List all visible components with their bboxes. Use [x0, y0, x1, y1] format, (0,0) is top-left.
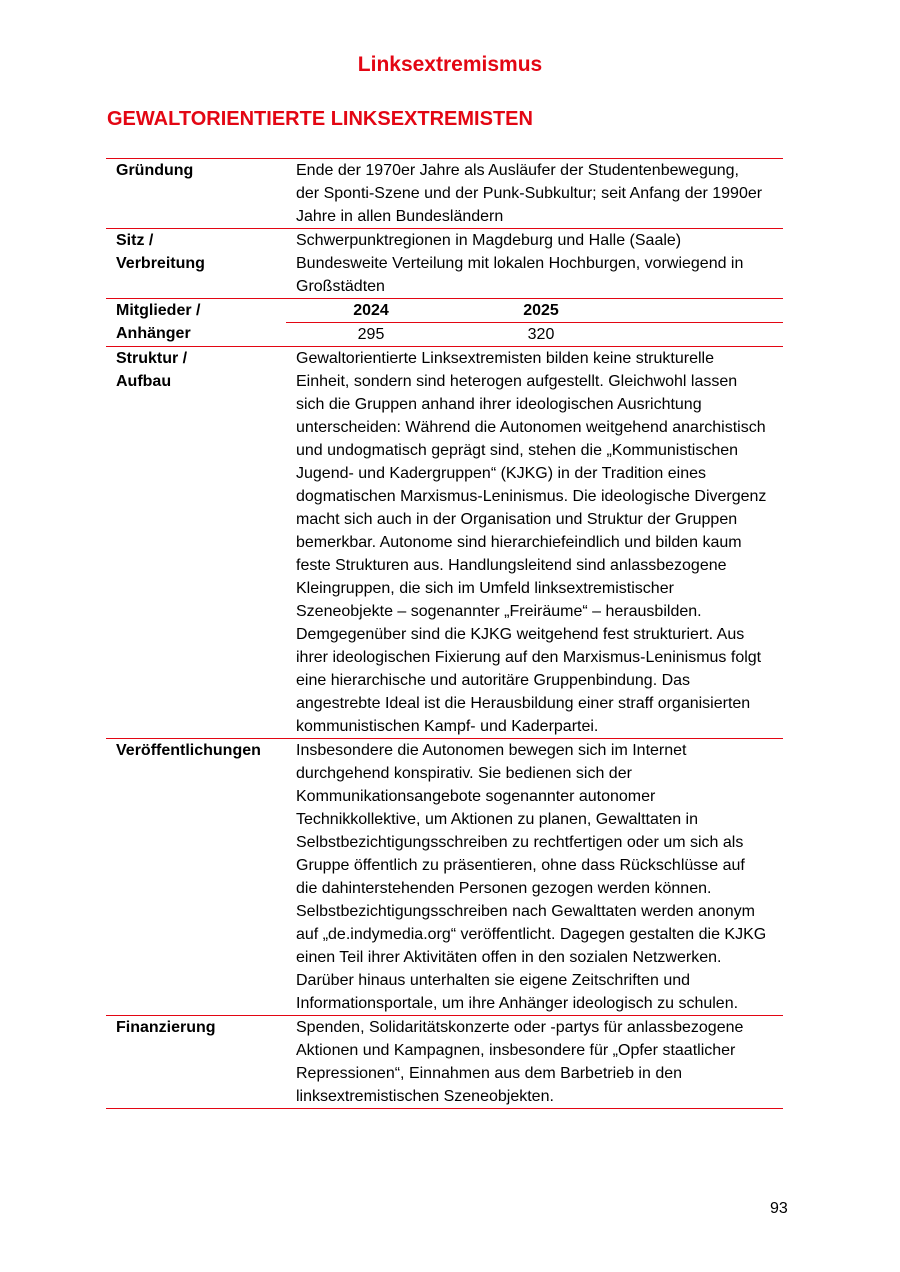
text-line: linksextremistischen Szeneobjekten.	[296, 1088, 554, 1105]
text-line: auf „de.indymedia.org“ veröffentlicht. Dagegen gestalten die KJKG	[296, 926, 767, 943]
label-line: Sitz /	[116, 232, 154, 249]
label-line: Verbreitung	[116, 255, 205, 272]
text-line: angestrebte Ideal ist die Herausbildung einer straff organisierten	[296, 695, 751, 712]
running-header: Linksextremismus	[357, 53, 543, 76]
text-line: einen Teil ihrer Aktivitäten offen in den sozialen Netzwerken.	[296, 949, 722, 966]
page-number: 93	[770, 1200, 788, 1217]
text-line: Kleingruppen, die sich im Umfeld linksextremistischer	[296, 580, 674, 597]
text-line: durchgehend konspirativ. Sie bedienen sich der	[296, 765, 632, 782]
text-line: Selbstbezichtigungsschreiben zu rechtfertigen oder um sich als	[296, 834, 744, 851]
text-line: Aktionen und Kampagnen, insbesondere für „Opfer staatlicher	[296, 1042, 736, 1059]
text-line: unterscheiden: Während die Autonomen weitgehend anarchistisch	[296, 419, 766, 436]
content-veroeffentlichungen	[286, 739, 783, 1016]
text-line: und undogmatisch geprägt sind, stehen die „Kommunistischen	[296, 442, 739, 459]
text-line: Jugend- und Kadergruppen“ (KJKG) in der Tradition eines	[296, 465, 707, 482]
profile-table	[106, 158, 783, 1109]
label-line: Struktur /	[116, 350, 188, 367]
content-sitz	[286, 229, 783, 299]
text-line: dogmatischen Marxismus-Leninismus. Die ideologische Divergenz	[296, 488, 767, 505]
table-row-gruendung	[106, 159, 783, 229]
year-2024: 2024	[286, 299, 456, 323]
label-struktur	[106, 347, 286, 739]
text-line: Jahre in allen Bundesländern	[296, 208, 504, 225]
text-line: Repressionen“, Einnahmen aus dem Barbetrieb in den	[296, 1065, 683, 1082]
members-years-row	[286, 299, 783, 323]
table-row-finanzierung	[106, 1016, 783, 1109]
content-gruendung	[286, 159, 783, 229]
text-line: Szeneobjekte – sogenannter „Freiräume“ – herausbilden.	[296, 603, 702, 620]
text-line: Selbstbezichtigungsschreiben nach Gewalttaten werden anonym	[296, 903, 755, 920]
spacer-cell	[626, 323, 783, 347]
table-row-sitz	[106, 229, 783, 299]
table-row-struktur	[106, 347, 783, 739]
text-line: macht sich auch in der Organisation und Struktur der Gruppen	[296, 511, 738, 528]
text-line: Demgegenüber sind die KJKG weitgehend fest strukturiert. Aus	[296, 626, 745, 643]
text-line: Bundesweite Verteilung mit lokalen Hochburgen, vorwiegend in	[296, 255, 744, 272]
table-row-veroeffentlichungen	[106, 739, 783, 1016]
content-finanzierung	[286, 1016, 783, 1109]
label-line: Anhänger	[116, 325, 191, 342]
text-line: der Sponti-Szene und der Punk-Subkultur; seit Anfang der 1990er	[296, 185, 763, 202]
text-line: Informationsportale, um ihre Anhänger ideologisch zu schulen.	[296, 995, 739, 1012]
text-line: Darüber hinaus unterhalten sie eigene Zeitschriften und	[296, 972, 691, 989]
text-line: Insbesondere die Autonomen bewegen sich im Internet	[296, 742, 687, 759]
content-mitglieder	[286, 299, 783, 347]
text-line: Schwerpunktregionen in Magdeburg und Halle (Saale)	[296, 232, 682, 249]
spacer-cell	[626, 299, 783, 323]
label-finanzierung: Finanzierung	[106, 1016, 286, 1109]
members-table	[286, 299, 783, 346]
text-line: Technikkollektive, um Aktionen zu planen, Gewalttaten in	[296, 811, 699, 828]
text-line: Einheit, sondern sind heterogen aufgestellt. Gleichwohl lassen	[296, 373, 738, 390]
content-struktur	[286, 347, 783, 739]
text-line: eine hierarchische und autoritäre Gruppenbindung. Das	[296, 672, 691, 689]
text-line: sich die Gruppen anhand ihrer ideologischen Ausrichtung	[296, 396, 702, 413]
text-line: Großstädten	[296, 278, 385, 295]
text-line: Ende der 1970er Jahre als Ausläufer der Studentenbewegung,	[296, 162, 739, 179]
label-gruendung: Gründung	[106, 159, 286, 229]
label-sitz	[106, 229, 286, 299]
label-mitglieder	[106, 299, 286, 347]
text-line: Kommunikationsangebote sogenannter autonomer	[296, 788, 656, 805]
text-line: ihrer ideologischen Fixierung auf den Marxismus-Leninismus folgt	[296, 649, 762, 666]
table-row-mitglieder	[106, 299, 783, 347]
label-veroeffentlichungen: Veröffentlichungen	[106, 739, 286, 1016]
year-2025: 2025	[456, 299, 626, 323]
value-2024: 295	[357, 326, 385, 343]
text-line: kommunistischen Kampf- und Kaderpartei.	[296, 718, 599, 735]
label-line: Mitglieder /	[116, 302, 201, 319]
text-line: feste Strukturen aus. Handlungsleitend sind anlassbezogene	[296, 557, 727, 574]
text-line: Spenden, Solidaritätskonzerte oder -partys für anlassbezogene	[296, 1019, 744, 1036]
text-line: bemerkbar. Autonome sind hierarchiefeindlich und bilden kaum	[296, 534, 742, 551]
label-line: Aufbau	[116, 373, 172, 390]
text-line: Gewaltorientierte Linksextremisten bilden keine strukturelle	[296, 350, 714, 367]
members-values-row	[286, 323, 783, 347]
text-line: die dahinterstehenden Personen gezogen werden können.	[296, 880, 712, 897]
value-2025: 320	[527, 326, 555, 343]
text-line: Gruppe öffentlich zu präsentieren, ohne dass Rückschlüsse auf	[296, 857, 745, 874]
section-title: GEWALTORIENTIERTE LINKSEXTREMISTEN	[107, 108, 533, 130]
